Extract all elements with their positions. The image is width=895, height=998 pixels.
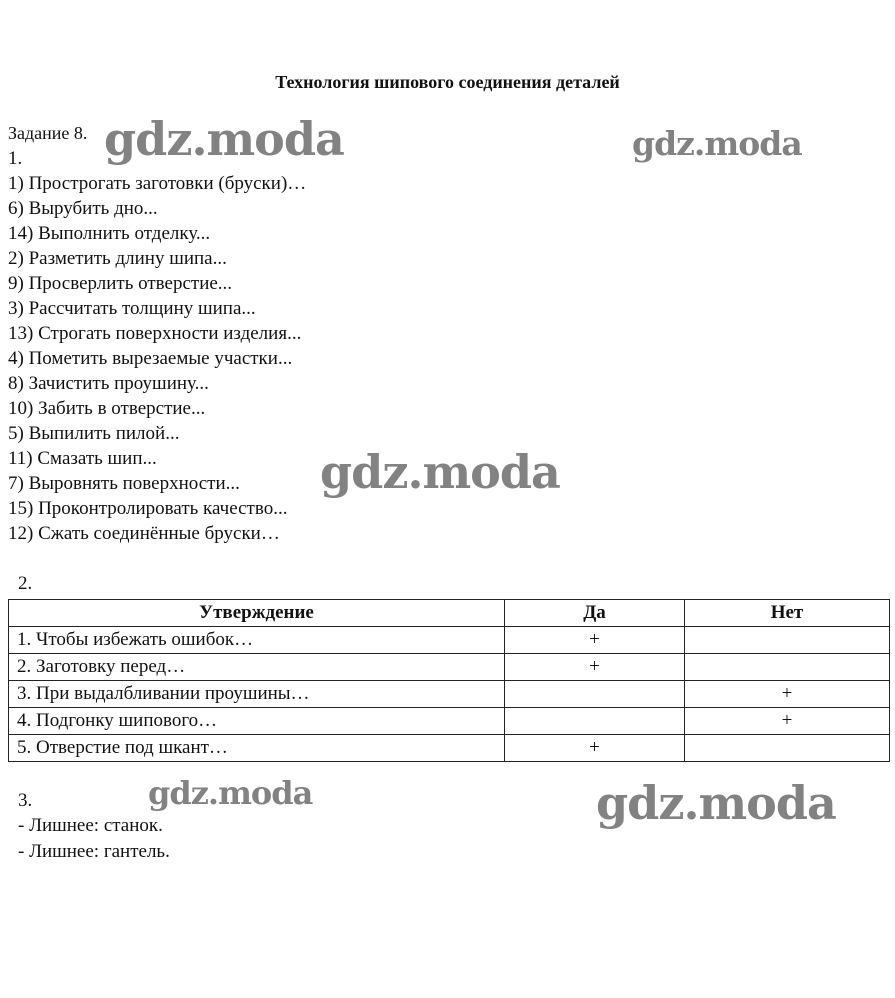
step-item: 15) Проконтролировать качество... [8,498,288,519]
table-row [9,681,890,708]
step-item: 12) Сжать соединённые бруски… [8,523,280,544]
document-title: Технология шипового соединения деталей [275,72,620,92]
watermark-logo: gdz.moda [320,445,560,499]
no-cell: + [685,708,890,735]
extra-item: - Лишнее: станок. [18,815,163,836]
yes-cell: + [505,735,685,762]
step-item: 8) Зачистить проушину... [8,373,209,394]
statement-cell: 1. Чтобы избежать ошибок… [9,627,505,654]
watermark-logo: gdz.moda [632,124,802,163]
step-item: 9) Просверлить отверстие... [8,273,233,294]
yes-cell: + [505,654,685,681]
step-item: 7) Выровнять поверхности... [8,473,240,494]
yes-cell [505,681,685,708]
no-cell [685,735,890,762]
extra-item: - Лишнее: гантель. [18,841,170,862]
statement-cell: 3. При выдалбливании проушины… [9,681,505,708]
table-row [9,735,890,762]
section-2-number: 2. [18,573,33,594]
header-statement: Утверждение [9,600,505,627]
step-item: 3) Рассчитать толщину шипа... [8,298,256,319]
step-item: 1) Прострогать заготовки (бруски)… [8,173,307,194]
no-cell: + [685,681,890,708]
header-no: Нет [685,600,890,627]
yes-cell: + [505,627,685,654]
yes-cell [505,708,685,735]
step-item: 4) Пометить вырезаемые участки... [8,348,293,369]
table-header-row [9,600,890,627]
watermark-logo: gdz.moda [596,776,836,830]
section-1-number: 1. [8,148,23,169]
statement-cell: 4. Подгонку шипового… [9,708,505,735]
step-item: 11) Смазать шип... [8,448,157,469]
statement-cell: 5. Отверстие под шкант… [9,735,505,762]
no-cell [685,627,890,654]
statements-table [8,599,890,762]
statement-cell: 2. Заготовку перед… [9,654,505,681]
step-item: 10) Забить в отверстие... [8,398,206,419]
step-item: 13) Строгать поверхности изделия... [8,323,302,344]
step-item: 6) Вырубить дно... [8,198,158,219]
watermark-logo: gdz.moda [148,774,313,812]
table-row [9,654,890,681]
watermark-logo: gdz.moda [104,112,344,166]
step-item: 5) Выпилить пилой... [8,423,180,444]
header-yes: Да [505,600,685,627]
step-item: 2) Разметить длину шипа... [8,248,227,269]
no-cell [685,654,890,681]
task-label: Задание 8. [8,123,88,143]
table-row [9,708,890,735]
table-row [9,627,890,654]
step-item: 14) Выполнить отделку... [8,223,211,244]
section-3-number: 3. [18,790,33,811]
